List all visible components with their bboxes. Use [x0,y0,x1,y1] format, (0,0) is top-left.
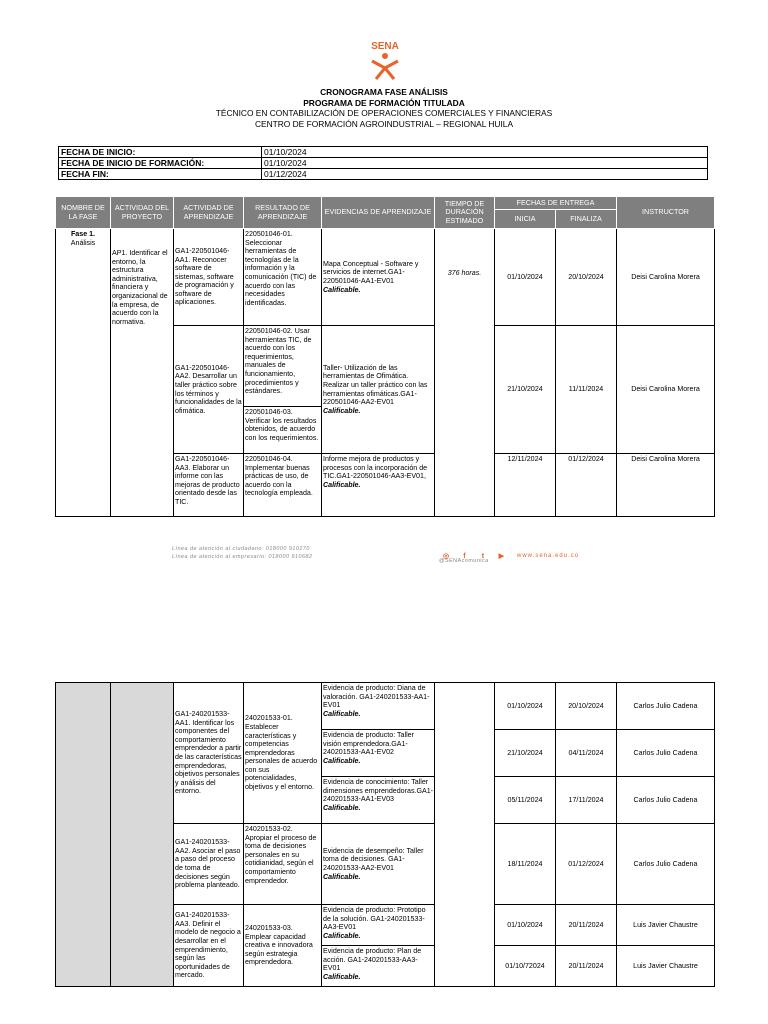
instructor-b-4: Carlos Julio Cadena [617,824,715,905]
project-cell [111,683,174,987]
phase-name: Fase 1. [70,230,96,238]
project-activity: AP1. Identificar el entorno, la estructura administrativa, financiera y organizacional de la empresa, de acuerdo con la normativa. [111,229,174,517]
training-start-value: 01/10/2024 [262,158,708,169]
instructor-b-3: Carlos Julio Cadena [617,777,715,824]
social-handle: @SENAcomunica [439,558,489,564]
result-b-02: 240201533-02. Apropiar el proceso de toma de decisiones personales en su cotidianidad, según el comportamiento emprendedor. [244,824,322,905]
end-date-row [59,169,708,180]
title-tecnico: TÉCNICO EN CONTABILIZACIÓN DE OPERACIONES COMERCIALES Y FINANCIERAS [215,108,553,119]
end-b-1: 20/10/2024 [556,683,617,730]
phase-sub: Análisis [70,238,96,247]
table-row [56,683,715,730]
col-fechas: FECHAS DE ENTREGA [495,197,617,210]
title-programa: PROGRAMA DE FORMACIÓN TITULADA [303,97,465,108]
instructor-b-5: Luis Javier Chaustre [617,905,715,946]
document-titles [0,87,768,129]
instructor-b-2: Carlos Julio Cadena [617,730,715,777]
start-aa1: 01/10/2024 [495,229,556,326]
activity-aa3: GA1-220501046-AA3. Elaborar un informe con las mejoras de producto orientado desde las TIC. [174,454,244,517]
end-aa2: 11/11/2024 [556,326,617,454]
start-date-label: FECHA DE INICIO: [59,147,262,158]
duration: 376 horas. [435,229,495,517]
twitter-icon[interactable]: t [481,553,485,560]
col-fase: NOMBRE DE LA FASE [56,197,111,229]
instagram-icon[interactable]: ◎ [442,553,450,560]
evidence-b-1: Evidencia de producto: Diana de valoración. GA1-240201533-AA1-EV01 Calificable. [322,683,435,730]
sena-logo [362,40,408,80]
start-b-1: 01/10/2024 [495,683,556,730]
footer-line-empresario: Línea de atención al empresario: 018000 910682 [172,554,313,560]
duration-cell [435,683,495,987]
result-01: 220501046-01. Seleccionar herramientas de tecnologías de la información y la comunicación (TIC) de acuerdo con las necesidades identificadas. [244,229,322,326]
activity-b-aa1: GA1-240201533-AA1. Identificar los componentes del comportamiento emprendedor a partir de las características emprendedoras, objetivos personales y análisis del entorno. [174,683,244,824]
end-b-4: 01/12/2024 [556,824,617,905]
schedule-table-page2 [55,682,715,987]
evidence-b-4: Evidencia de desempeño: Taller toma de decisiones. GA1-240201533-AA2-EV01 Calificable. [322,824,435,905]
evidence-aa1: Mapa Conceptual - Software y servicios de internet.GA1-220501046-AA1-EV01 Calificable. [322,229,435,326]
end-date-label: FECHA FIN: [59,169,262,180]
evidence-b-3: Evidencia de conocimiento: Taller dimensiones emprendedoras.GA1-240201533-AA1-EV03 Calificable. [322,777,435,824]
start-date-value: 01/10/2024 [262,147,708,158]
start-aa2: 21/10/2024 [495,326,556,454]
footer-phones [172,545,313,561]
instructor-aa1: Deisi Carolina Morera [617,229,715,326]
result-04: 220501046-04. Implementar buenas prácticas de uso, de acuerdo con la tecnología empleada. [244,454,322,517]
website-link[interactable]: www.sena.edu.co [517,553,580,559]
page-footer [172,545,768,569]
end-b-2: 04/11/2024 [556,730,617,777]
instructor-b-6: Luis Javier Chaustre [617,946,715,987]
col-finaliza: FINALIZA [556,210,617,229]
end-b-6: 20/11/2024 [556,946,617,987]
activity-b-aa3: GA1-240201533-AA3. Definir el modelo de negocio a desarrollar en el emprendimiento, según las oportunidades de mercado. [174,905,244,987]
result-03: 220501046-03. Verificar los resultados obtenidos, de acuerdo con los requerimientos. [244,407,322,454]
phase-cell [56,683,111,987]
start-date-row [59,147,708,158]
start-b-4: 18/11/2024 [495,824,556,905]
end-aa3: 01/12/2024 [556,454,617,517]
evidence-b-6: Evidencia de producto: Plan de acción. GA1-240201533-AA3-EV01 Calificable. [322,946,435,987]
training-start-label: FECHA DE INICIO DE FORMACIÓN: [59,158,262,169]
title-centro: CENTRO DE FORMACIÓN AGROINDUSTRIAL – REGIONAL HUILA [254,118,514,129]
col-evidencias: EVIDENCIAS DE APRENDIZAJE [322,197,435,229]
start-aa3: 12/11/2024 [495,454,556,517]
training-start-row [59,158,708,169]
logo-text: SENA [371,41,399,52]
header-row [56,197,715,210]
start-b-6: 01/10/72024 [495,946,556,987]
evidence-aa2: Taller- Utilización de las herramientas de Ofimática. Realizar un taller práctico con las herramientas ofimáticas.GA1-220501046-AA2-EV01 Calificable. [322,326,435,454]
start-b-5: 01/10/2024 [495,905,556,946]
phase-cell [56,229,111,517]
result-02: 220501046-02. Usar herramientas TIC, de acuerdo con los requerimientos, manuales de funcionamiento, procedimientos y estándares. [244,326,322,407]
end-aa1: 20/10/2024 [556,229,617,326]
col-proyecto: ACTIVIDAD DEL PROYECTO [111,197,174,229]
dates-table [58,146,708,180]
activity-aa1: GA1-220501046-AA1. Reconocer software de sistemas, software de programación y software de aplicaciones. [174,229,244,326]
youtube-icon[interactable]: ▶ [498,553,505,560]
end-date-value: 01/12/2024 [262,169,708,180]
facebook-icon[interactable]: f [463,553,466,560]
start-b-2: 21/10/2024 [495,730,556,777]
instructor-aa2: Deisi Carolina Morera [617,326,715,454]
start-b-3: 05/11/2024 [495,777,556,824]
instructor-aa3: Deisi Carolina Morera [617,454,715,517]
schedule-table [55,196,715,517]
title-cronograma: CRONOGRAMA FASE ANÁLISIS [320,87,448,97]
footer-line-ciudadano: Línea de atención al ciudadano: 018000 910270 [172,546,310,552]
instructor-b-1: Carlos Julio Cadena [617,683,715,730]
evidence-b-2: Evidencia de producto: Taller visión emprendedora.GA1-240201533-AA1-EV02 Calificable. [322,730,435,777]
activity-b-aa2: GA1-240201533-AA2. Asociar el paso a paso del proceso de toma de decisiones según problema planteado. [174,824,244,905]
end-b-3: 17/11/2024 [556,777,617,824]
table-row [56,229,715,326]
end-b-5: 20/11/2024 [556,905,617,946]
col-tiempo: TIEMPO DE DURACIÓN ESTIMADO [435,197,495,229]
evidence-b-5: Evidencia de producto: Prototipo de la solución. GA1-240201533-AA3-EV01 Calificable. [322,905,435,946]
evidence-aa3: Informe mejora de productos y procesos con la incorporación de TIC.GA1-220501046-AA3-EV01, Calificable. [322,454,435,517]
col-inicia: INICIA [495,210,556,229]
result-b-03: 240201533-03. Emplear capacidad creativa e innovadora según estrategia emprendedora. [244,905,322,987]
col-resultado: RESULTADO DE APRENDIZAJE [244,197,322,229]
activity-aa2: GA1-220501046-AA2. Desarrollar un taller práctico sobre los términos y funcionalidades de la ofimática. [174,326,244,454]
col-instructor: INSTRUCTOR [617,197,715,229]
result-b-01: 240201533-01. Establecer características y competencias emprendedoras personales de acuerdo con sus potencialidades, objetivos y el entorno. [244,683,322,824]
col-aprendizaje: ACTIVIDAD DE APRENDIZAJE [174,197,244,229]
